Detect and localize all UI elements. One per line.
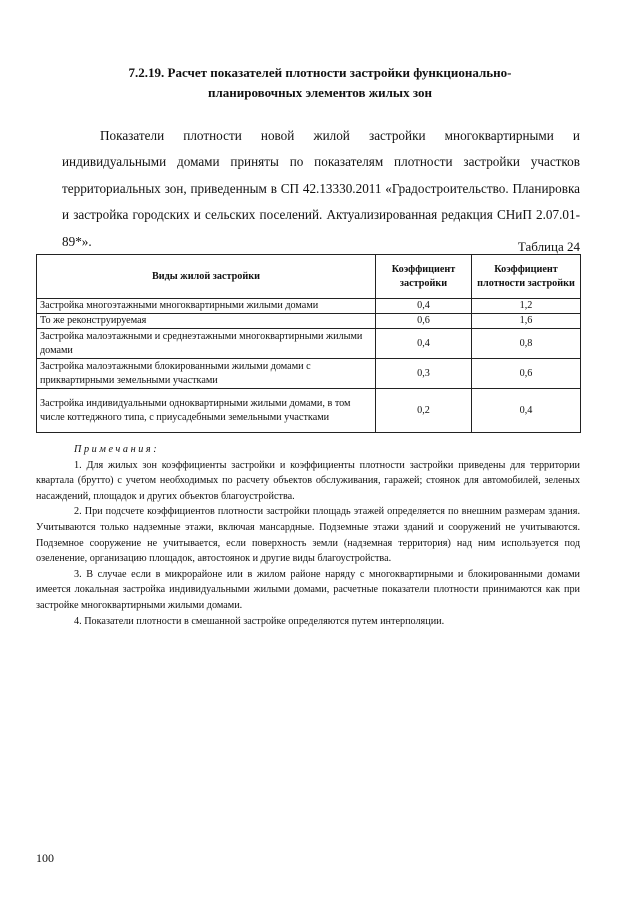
table-row: [37, 299, 581, 314]
header-type: Виды жилой застройки: [37, 255, 376, 299]
section-heading-line-1: 7.2.19. Расчет показателей плотности застройки функционально-: [128, 65, 512, 80]
table-header-row: [37, 255, 581, 299]
row-density: 0,6: [472, 359, 581, 389]
note-item: 1. Для жилых зон коэффициенты застройки и коэффициенты плотности застройки приведены для территории квартала (брутто) с учетом необходимых по расчету объектов обслуживания, гаражей; стоянок для автомобилей, зеленых насаждений, площадок и других объектов благоустройства.: [36, 459, 580, 502]
header-density: Коэффициент плотности застройки: [472, 255, 581, 299]
table-row: [37, 329, 581, 359]
note-item: 3. В случае если в микрорайоне или в жилом районе наряду с многоквартирными и блокированными домами имеется локальная застройка индивидуальными жилыми домами, расчетные показатели плотности принимаются как при застройке многоквартирными жилыми домами.: [36, 568, 580, 611]
row-type: То же реконструируемая: [37, 314, 376, 329]
notes-title: Примечания:: [74, 444, 160, 455]
row-density: 0,8: [472, 329, 581, 359]
row-type: Застройка малоэтажными блокированными жилыми домами с приквартирными земельными участками: [37, 359, 376, 389]
table-row: [37, 314, 581, 329]
table-row: [37, 359, 581, 389]
note-item: 4. Показатели плотности в смешанной застройке определяются путем интерполяции.: [74, 615, 445, 627]
row-coverage: 0,2: [376, 389, 472, 433]
row-density: 1,2: [472, 299, 581, 314]
section-heading: [0, 63, 640, 103]
row-coverage: 0,4: [376, 329, 472, 359]
row-coverage: 0,3: [376, 359, 472, 389]
page-number: 100: [36, 851, 54, 865]
intro-paragraph: Показатели плотности новой жилой застройки многоквартирными и индивидуальными домами приняты по показателям плотности застройки участков территориальных зон, приведенным в СП 42.13330.2011 «Градостроительство. Планировка и застройка городских и сельских поселений. Актуализированная редакция СНиП 2.07.01-89*».: [62, 128, 580, 249]
table-caption: Таблица 24: [517, 239, 580, 254]
row-density: 0,4: [472, 389, 581, 433]
row-type: Застройка малоэтажными и среднеэтажными многоквартирными жилыми домами: [37, 329, 376, 359]
row-density: 1,6: [472, 314, 581, 329]
notes-section: [36, 442, 580, 629]
row-type: Застройка многоэтажными многоквартирными жилыми домами: [37, 299, 376, 314]
table-row: [37, 389, 581, 433]
note-item: 2. При подсчете коэффициентов плотности застройки площадь этажей определяется по внешним размерам здания. Учитываются только надземные этажи, включая мансардные. Подземные этажи зданий и сооружений не учитываются. Подземное сооружение не учитывается, если поверхность земли (надземная территория) над ним используется под озеленение, организацию площадок, автостоянок и другие виды благоустройства.: [36, 506, 580, 565]
section-heading-line-2: планировочных элементов жилых зон: [208, 85, 432, 100]
row-type: Застройка индивидуальными одноквартирными жилыми домами, в том числе коттеджного типа, с приусадебными земельными участками: [37, 389, 376, 433]
row-coverage: 0,6: [376, 314, 472, 329]
density-table: [36, 254, 581, 433]
row-coverage: 0,4: [376, 299, 472, 314]
header-coverage: Коэффициент застройки: [376, 255, 472, 299]
